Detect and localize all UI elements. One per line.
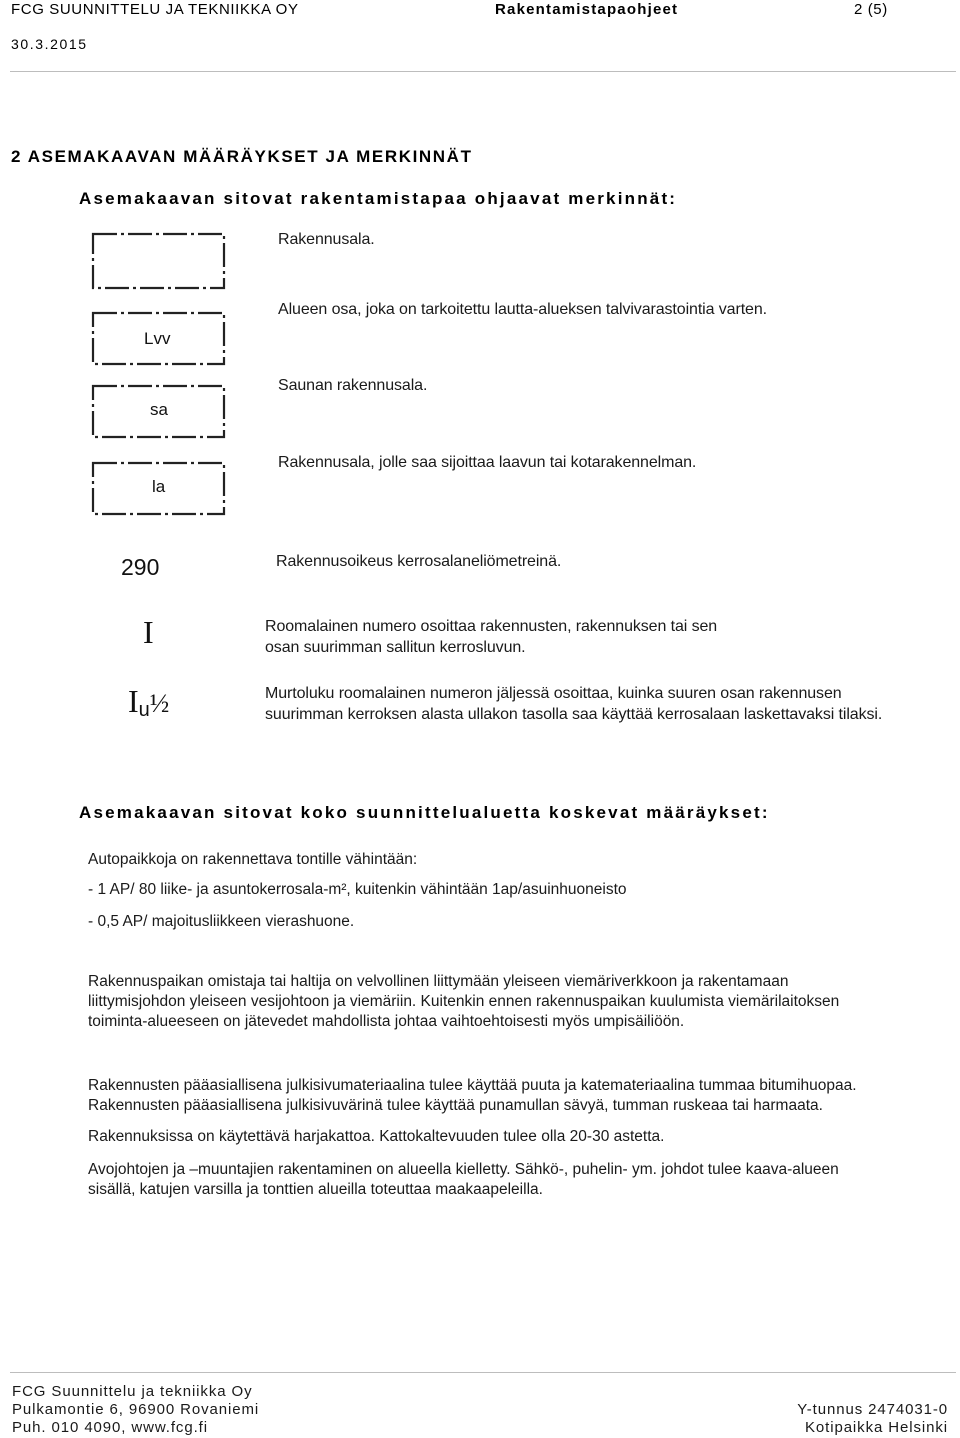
section-title: 2 ASEMAKAAVAN MÄÄRÄYKSET JA MERKINNÄT xyxy=(11,147,473,166)
roman-fraction-half: ½ xyxy=(149,689,170,718)
symbol-label-la: la xyxy=(152,477,166,496)
footer-address: Pulkamontie 6, 96900 Rovaniemi xyxy=(12,1401,260,1418)
legend-text-building-area: Rakennusala. xyxy=(278,231,375,248)
header-company: FCG SUUNNITTELU JA TEKNIIKKA OY xyxy=(11,1,299,18)
header-doc-title: Rakentamistapaohjeet xyxy=(495,1,679,18)
regulation-roof: Rakennuksissa on käytettävä harjakattoa. Kattokaltevuuden tulee olla 20-30 astetta. xyxy=(88,1128,665,1145)
roman-fraction-main: I xyxy=(128,683,139,719)
symbol-roman-numeral: I xyxy=(143,614,154,650)
section-subtitle-regulations: Asemakaavan sitovat koko suunnittelualuetta koskevat määräykset: xyxy=(79,803,770,822)
regulation-parking-residential: - 1 AP/ 80 liike- ja asuntokerrosala-m², kuitenkin vähintään 1ap/asuinhuoneisto xyxy=(88,881,627,898)
header-page-number: 2 (5) xyxy=(854,1,888,18)
regulation-parking-intro: Autopaikkoja on rakennettava tontille vähintään: xyxy=(88,851,418,868)
footer-business-id: Y-tunnus 2474031-0 xyxy=(797,1401,948,1418)
regulation-facade-material: Rakennusten pääasiallisena julkisivumateriaalina tulee käyttää puuta ja katemateriaalina tummaa bitumihuopaa. xyxy=(88,1077,857,1094)
legend-text-roman-2: osan suurimman sallitun kerrosluvun. xyxy=(265,639,526,656)
symbol-label-lvv: Lvv xyxy=(144,329,171,348)
regulation-sewer-3: toiminta-alueeseen on jätevedet mahdollista johtaa vaihtoehtoisesti myös umpisäiliöön. xyxy=(88,1013,685,1030)
legend-text-roman-1: Roomalainen numero osoittaa rakennusten, rakennuksen tai sen xyxy=(265,618,718,635)
legend-text-lvv: Alueen osa, joka on tarkoitettu lautta-alueksen talvivarastointia varten. xyxy=(278,301,767,318)
symbol-floor-area-number: 290 xyxy=(121,554,160,580)
regulation-sewer-2: liittymisjohdon yleiseen vesijohtoon ja viemäriin. Kuitenkin ennen rakennuspaikan kuulumista viemärilaitoksen xyxy=(88,993,840,1010)
regulation-facade-color: Rakennusten pääasiallisena julkisivuvärinä tulee käyttää punamullan sävyä, tumman ruskeaa tai harmaata. xyxy=(88,1097,823,1114)
symbol-label-sa: sa xyxy=(150,400,168,419)
legend-text-laavu: Rakennusala, jolle saa sijoittaa laavun tai kotarakennelman. xyxy=(278,454,697,471)
legend-text-fraction-1: Murtoluku roomalainen numeron jäljessä osoittaa, kuinka suuren osan rakennusen xyxy=(265,685,842,702)
legend-text-floor-area: Rakennusoikeus kerrosalaneliömetreinä. xyxy=(276,553,562,570)
section-subtitle-markings: Asemakaavan sitovat rakentamistapaa ohjaavat merkinnät: xyxy=(79,189,678,208)
legend-symbols xyxy=(0,225,260,525)
footer-rule xyxy=(10,1372,956,1373)
symbol-roman-fraction xyxy=(128,683,169,720)
regulation-power-2: sisällä, katujen varsilla ja tonttien alueilla toteuttaa maakaapeleilla. xyxy=(88,1181,543,1198)
header-date: 30.3.2015 xyxy=(11,36,88,52)
legend-text-sauna: Saunan rakennusala. xyxy=(278,377,428,394)
regulation-parking-lodging: - 0,5 AP/ majoitusliikkeen vierashuone. xyxy=(88,913,355,930)
regulation-power-1: Avojohtojen ja –muuntajien rakentaminen on alueella kielletty. Sähkö-, puhelin- ym. johdot tulee kaava-alueen xyxy=(88,1161,839,1178)
footer-company: FCG Suunnittelu ja tekniikka Oy xyxy=(12,1383,253,1400)
roman-fraction-sub: u xyxy=(138,699,150,721)
footer-domicile: Kotipaikka Helsinki xyxy=(805,1419,948,1436)
legend-text-fraction-2: suurimman kerroksen alasta ullakon tasolla saa käyttää kerrosalaan laskettavaksi tilaksi. xyxy=(265,706,883,723)
header-rule xyxy=(10,71,956,72)
footer-contact: Puh. 010 4090, www.fcg.fi xyxy=(12,1419,208,1436)
regulation-sewer-1: Rakennuspaikan omistaja tai haltija on velvollinen liittymään yleiseen viemäriverkkoon ja rakentamaan xyxy=(88,973,789,990)
building-area-symbol xyxy=(93,234,224,288)
